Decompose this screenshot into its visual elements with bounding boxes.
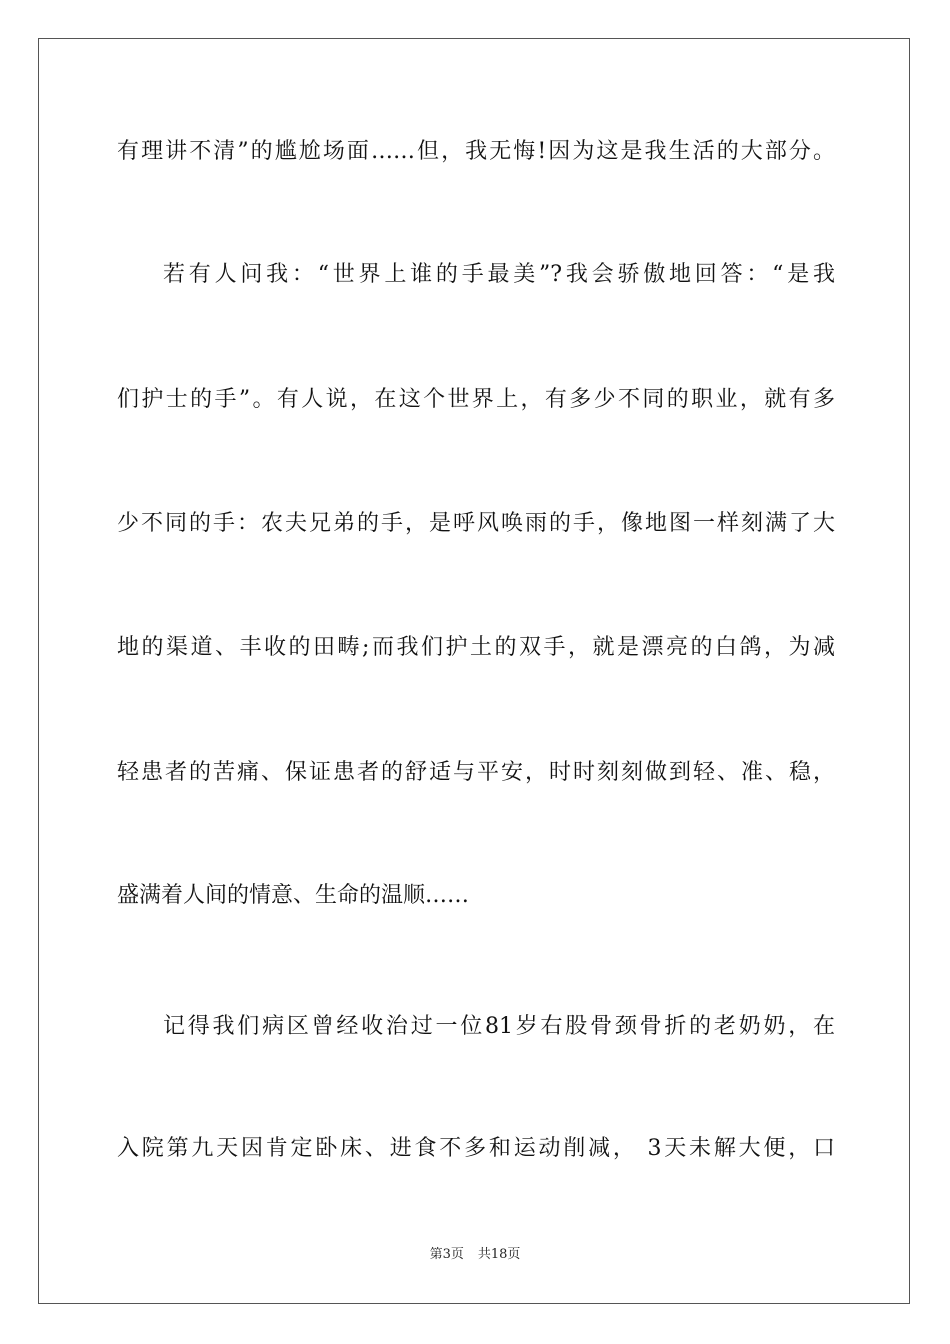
page-number: 第3页 <box>429 1247 464 1262</box>
text-line-2: 若有人问我：“世界上谁的手最美”?我会骄傲地回答：“是我 <box>163 262 835 287</box>
page-border <box>38 38 910 1304</box>
text-line-3: 们护士的手”。有人说，在这个世界上，有多少不同的职业，就有多 <box>117 387 835 412</box>
text-line-6: 轻患者的苦痛、保证患者的舒适与平安，时时刻刻做到轻、准、稳， <box>117 760 835 785</box>
text-line-5: 地的渠道、丰收的田畴;而我们护土的双手，就是漂亮的白鸽，为减 <box>117 635 835 660</box>
text-line-9: 入院第九天因肯定卧床、进食不多和运动削减， 3天未解大便，口 <box>117 1136 835 1161</box>
text-line-7: 盛满着人间的情意、生命的温顺…… <box>117 883 470 908</box>
text-line-8: 记得我们病区曾经收治过一位81岁右股骨颈骨折的老奶奶，在 <box>163 1014 835 1039</box>
text-line-4: 少不同的手：农夫兄弟的手，是呼风唤雨的手，像地图一样刻满了大 <box>117 511 835 536</box>
text-line-1: 有理讲不清”的尴尬场面……但，我无悔!因为这是我生活的大部分。 <box>117 139 835 164</box>
page-total: 共18页 <box>477 1247 521 1262</box>
page-footer <box>0 1246 950 1264</box>
